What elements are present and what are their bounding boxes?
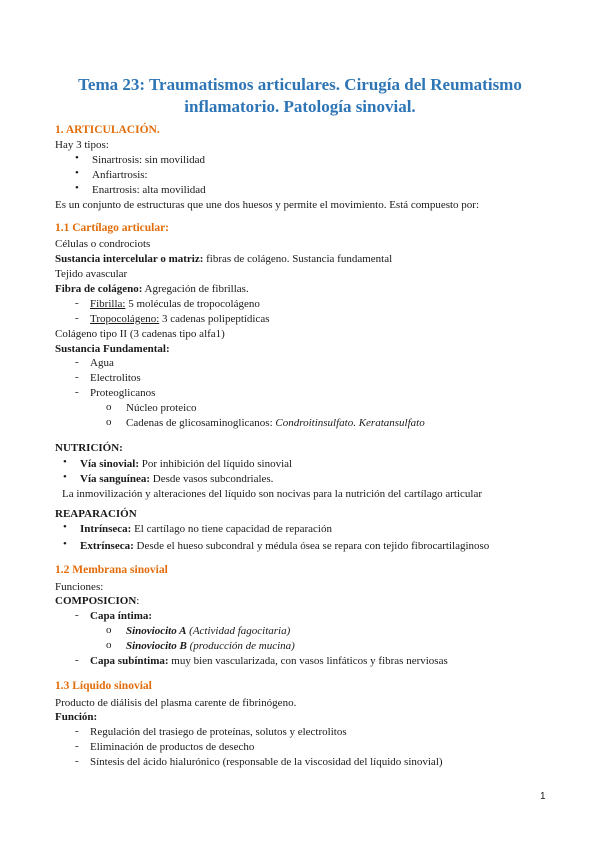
cells-line: Células o condrociots [55,238,151,250]
subintima-line [90,654,448,668]
title-line-1: Tema 23: Traumatismos articulares. Cirugía del Reumatismo [78,75,522,94]
page-number: 1 [540,791,546,802]
composicion-line [55,594,139,608]
item-label: Intrínseca: [80,523,132,535]
composicion-colon: : [136,595,140,607]
fibrilla-text: 5 moléculas de tropocolágeno [125,298,260,310]
list-item [126,624,290,638]
list-item [80,539,489,553]
types-intro: Hay 3 tipos: [55,139,109,151]
item-text: El cartílago no tiene capacidad de reparación [131,523,332,535]
title-line-2: inflamatorio. Patología sinovial. [184,97,416,116]
circle-bullet-icon: o [106,639,112,651]
dash-icon: - [75,609,79,621]
capa-intima-label: Capa íntima: [90,610,153,622]
circle-bullet-icon: o [106,416,112,428]
avascular-line: Tejido avascular [55,268,128,280]
sinoviocito-b-text: (producción de mucina) [186,640,295,652]
bullet-icon: • [63,538,67,550]
bullet-icon: • [75,167,79,179]
dash-icon: - [75,356,79,368]
subintima-label: Capa subíntima: [90,655,169,667]
dash-icon: - [75,312,79,324]
list-item: Agua [90,357,114,369]
fiber-line [55,282,249,296]
list-item [126,416,425,430]
section-heading-liquido: 1.3 Líquido sinovial [55,680,152,692]
circle-bullet-icon: o [106,624,112,636]
dash-icon: - [75,297,79,309]
fiber-text: Agregación de fibrillas. [142,283,249,295]
list-item: Sinartrosis: sin movilidad [92,154,206,166]
item-text: Desde vasos subcondriales. [150,473,274,485]
sinoviocito-b-label: Sinoviocito B [126,640,187,652]
list-item [126,639,295,653]
matrix-line [55,252,392,266]
tropo-line [90,312,270,326]
document-title [40,74,560,118]
list-item: Enartrosis: alta movilidad [92,184,206,196]
dash-icon: - [75,386,79,398]
bullet-icon: • [75,152,79,164]
sinoviocito-a-label: Sinoviocito A [126,625,187,637]
matrix-label: Sustancia intercelular o matriz: [55,253,204,265]
list-item [80,457,292,471]
fiber-label: Fibra de colágeno: [55,283,143,295]
funcion-label: Función: [55,711,98,723]
gag-examples: Condroitinsulfato. Keratansulfato [275,417,425,429]
nutricion-note: La inmovilización y alteraciones del líquido son nocivas para la nutrición del cartílago articular [62,488,482,500]
dash-icon: - [75,725,79,737]
item-label: Extrínseca: [80,540,134,552]
bullet-icon: • [63,471,67,483]
funciones-line: Funciones: [55,581,104,593]
tropo-label: Tropocolágeno: [90,313,160,325]
matrix-text: fibras de colágeno. Sustancia fundamental [203,253,393,265]
bullet-icon: • [63,456,67,468]
item-text: Desde el hueso subcondral y médula ósea se repara con tejido fibrocartilaginoso [133,540,490,552]
fundamental-label: Sustancia Fundamental: [55,343,170,355]
list-item: Eliminación de productos de desecho [90,741,255,753]
dash-icon: - [75,740,79,752]
list-item [80,522,332,536]
collagen-type-line: Colágeno tipo II (3 cadenas tipo alfa1) [55,328,225,340]
sinoviocito-a-text: (Actividad fagocitaria) [186,625,291,637]
subintima-text: muy bien vascularizada, con vasos linfáticos y fibras nerviosas [168,655,448,667]
gag-text: Cadenas de glicosaminoglicanos: [126,417,276,429]
list-item: Electrolitos [90,372,141,384]
dash-icon: - [75,654,79,666]
dash-icon: - [75,371,79,383]
fibrilla-line [90,297,260,311]
dash-icon: - [75,755,79,767]
list-item [80,472,273,486]
list-item: Síntesis del ácido hialurónico (responsable de la viscosidad del líquido sinovial) [90,756,443,768]
liquido-description: Producto de diálisis del plasma carente de fibrinógeno. [55,697,297,709]
bullet-icon: • [75,182,79,194]
fibrilla-label: Fibrilla: [90,298,126,310]
reparacion-heading: REAPARACIÓN [55,508,137,520]
item-label: Vía sanguínea: [80,473,150,485]
item-label: Vía sinovial: [80,458,139,470]
bullet-icon: • [63,521,67,533]
tropo-text: 3 cadenas polipeptídicas [159,313,270,325]
section-heading-cartilago: 1.1 Cartílago articular: [55,222,170,234]
list-item: Anfiartrosis: [92,169,148,181]
section-heading-membrana: 1.2 Membrana sinovial [55,564,168,576]
list-item: Proteoglicanos [90,387,156,399]
list-item: Regulación del trasiego de proteínas, solutos y electrolitos [90,726,347,738]
circle-bullet-icon: o [106,401,112,413]
articulation-description: Es un conjunto de estructuras que une dos huesos y permite el movimiento. Está compuesto por: [55,199,480,211]
nutricion-heading: NUTRICIÓN: [55,442,123,454]
list-item: Núcleo proteico [126,402,197,414]
composicion-label: COMPOSICION [55,595,137,607]
section-heading-articulacion: 1. ARTICULACIÓN. [55,124,160,136]
item-text: Por inhibición del líquido sinovial [138,458,293,470]
